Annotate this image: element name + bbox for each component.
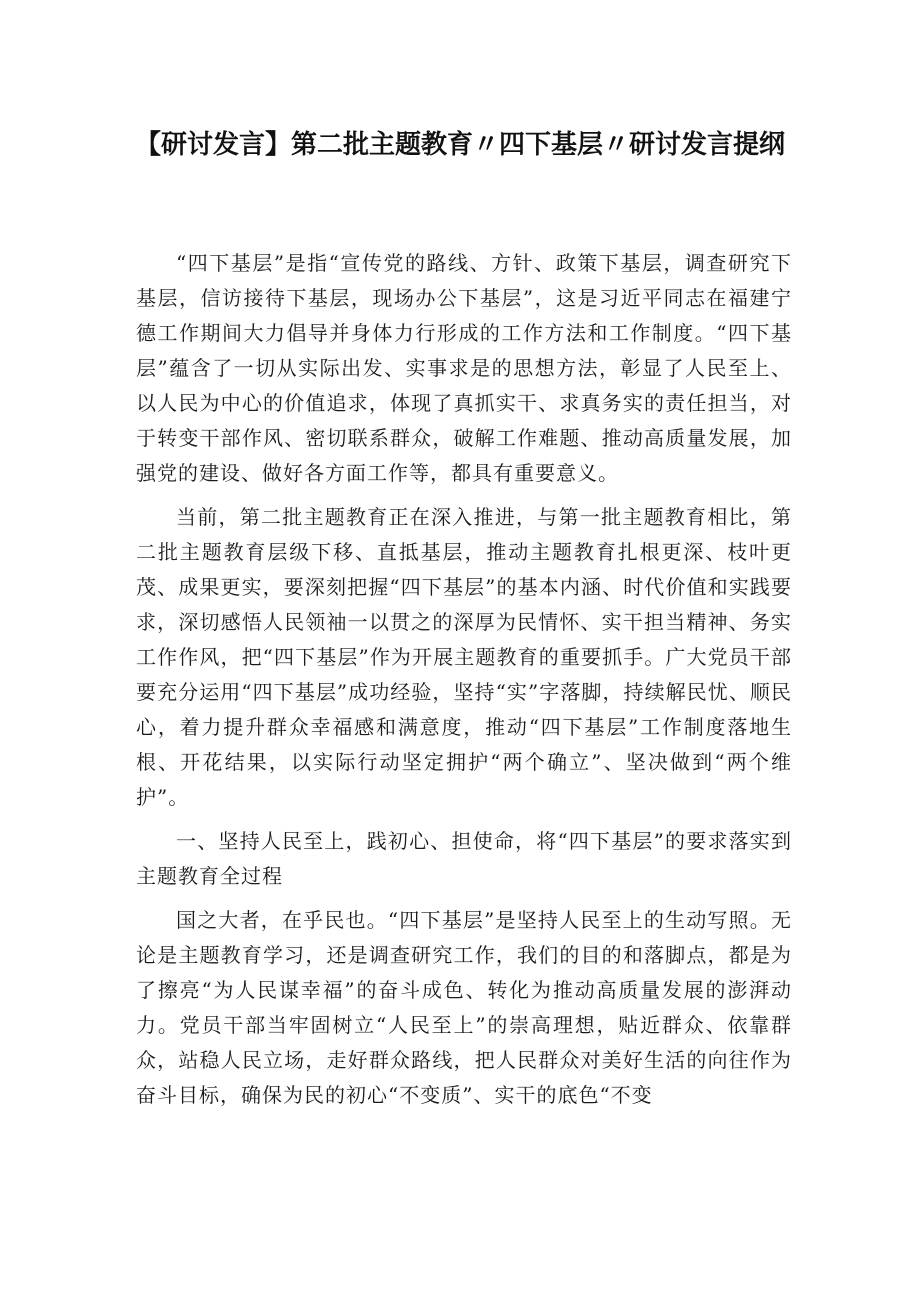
paragraph-current-situation: 当前，第二批主题教育正在深入推进，与第一批主题教育相比，第二批主题教育层级下移、直抵基层，推动主题教育扎根更深、枝叶更茂、成果更实，要深刻把握“四下基层”的基本内涵、时代价值和实践要求，深切感悟人民领袖一以贯之的深厚为民情怀、实干担当精神、务实工作作风，把“四下基层”作为开展主题教育的重要抓手。广大党员干部要充分运用“四下基层”成功经验，坚持“实”字落脚，持续解民忧、顺民心，着力提升群众幸福感和满意度，推动“四下基层”工作制度落地生根、开花结果，以实际行动坚定拥护“两个确立”、坚决做到“两个维护”。: [136, 505, 792, 809]
document-body: [136, 246, 792, 1122]
paragraph-intro: “四下基层”是指“宣传党的路线、方针、政策下基层，调查研究下基层，信访接待下基层，现场办公下基层”，这是习近平同志在福建宁德工作期间大力倡导并身体力行形成的工作方法和工作制度。“四下基层”蕴含了一切从实际出发、实事求是的思想方法，彰显了人民至上、以人民为中心的价值追求，体现了真抓实干、求真务实的责任担当，对于转变干部作风、密切联系群众，破解工作难题、推动高质量发展，加强党的建设、做好各方面工作等，都具有重要意义。: [136, 251, 792, 485]
section-heading-one: 一、坚持人民至上，践初心、担使命，将“四下基层”的要求落实到主题教育全过程: [136, 829, 792, 888]
document-title: 【研讨发言】第二批主题教育〃四下基层〃研讨发言提纲: [134, 130, 785, 160]
paragraph-people-first: 国之大者，在乎民也。“四下基层”是坚持人民至上的生动写照。无论是主题教育学习，还是调查研究工作，我们的目的和落脚点，都是为了擦亮“为人民谋幸福”的奋斗成色、转化为推动高质量发展的澎湃动力。党员干部当牢固树立“人民至上”的崇高理想，贴近群众、依靠群众，站稳人民立场，走好群众路线，把人民群众对美好生活的向往作为奋斗目标，确保为民的初心“不变质”、实干的底色“不变: [136, 908, 792, 1107]
